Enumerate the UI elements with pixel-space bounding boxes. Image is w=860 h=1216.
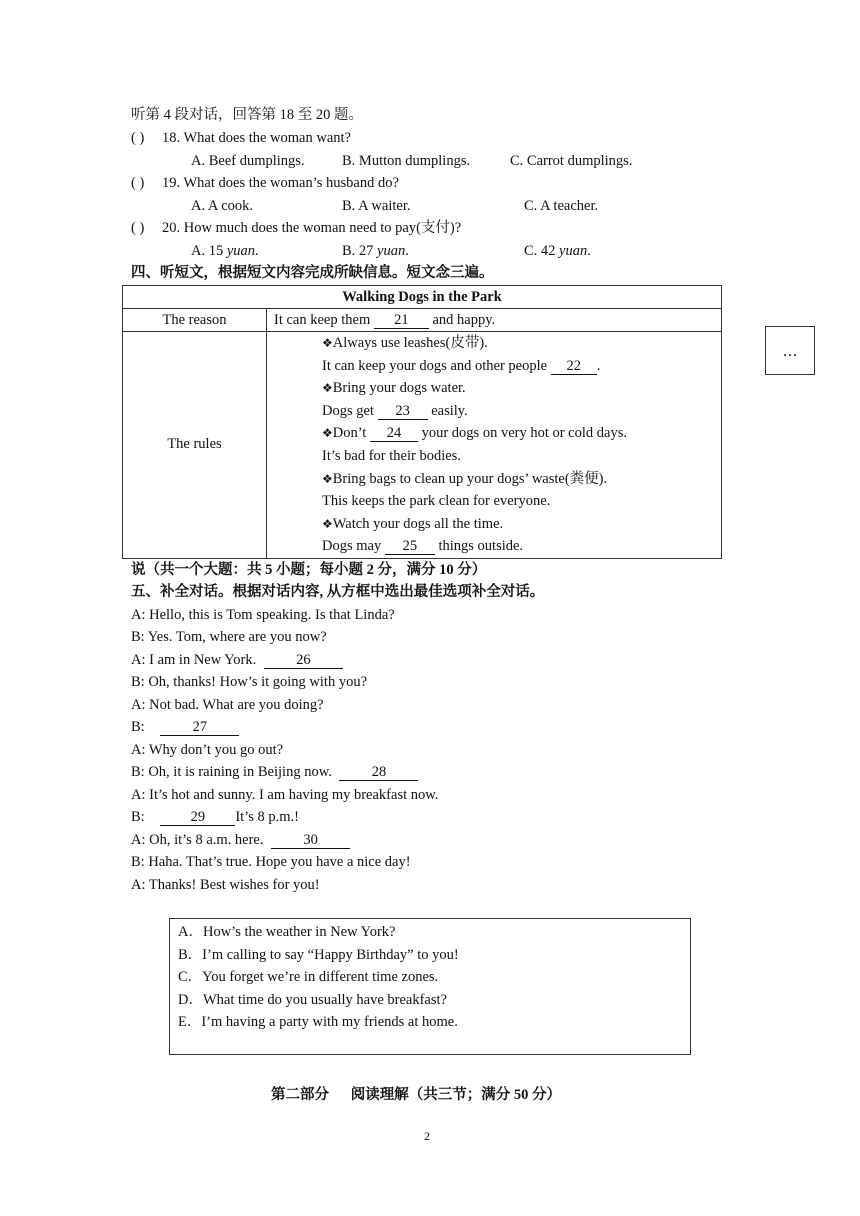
q18-option-c: C. Carrot dumplings.: [510, 153, 633, 169]
dialogue-line: B: 27: [131, 718, 239, 736]
q20-option-c: C. 42 yuan.: [524, 243, 591, 259]
option-d[interactable]: D．What time do you usually have breakfast?: [178, 992, 447, 1008]
blank-28[interactable]: 28: [339, 765, 418, 781]
question-18: 18. What does the woman want?: [162, 130, 351, 146]
dialogue-line: B: Oh, thanks! How’s it going with you?: [131, 674, 368, 690]
dialogue-line: A: It’s hot and sunny. I am having my breakfast now.: [131, 787, 439, 803]
bullet-icon: ❖: [322, 426, 333, 441]
rule-2-detail: Dogs get 23 easily.: [322, 402, 468, 419]
blank-26[interactable]: 26: [264, 653, 343, 669]
q20-option-b: B. 27 yuan.: [342, 243, 409, 259]
reason-cell: It can keep them 21 and happy.: [267, 309, 722, 332]
more-options-box[interactable]: …: [765, 326, 815, 375]
bullet-icon: ❖: [322, 516, 333, 531]
rule-3: ❖Don’t 24 your dogs on very hot or cold days.: [322, 425, 627, 442]
q18-option-a: A. Beef dumplings.: [191, 153, 305, 169]
dialogue-line: A: Oh, it’s 8 a.m. here. 30: [131, 831, 350, 849]
part-two-title: 第二部分 阅读理解（共三节；满分 50 分）: [271, 1087, 561, 1103]
blank-30[interactable]: 30: [271, 833, 350, 849]
bullet-icon: ❖: [322, 471, 333, 486]
question-20: 20. How much does the woman need to pay(支付)?: [162, 220, 462, 236]
blank-22[interactable]: 22: [551, 359, 597, 375]
answer-options-box: [169, 918, 691, 1055]
dialogue-line: A: Why don’t you go out?: [131, 742, 284, 758]
option-c[interactable]: C．You forget we’re in different time zones.: [178, 969, 439, 985]
rules-label: The rules: [123, 332, 267, 559]
rule-1-detail: It can keep your dogs and other people 22 .: [322, 357, 601, 374]
rule-1: ❖Always use leashes(皮带).: [322, 335, 488, 351]
section-five-header: 五、补全对话。根据对话内容, 从方框中选出最佳选项补全对话。: [131, 584, 545, 600]
blank-29[interactable]: 29: [160, 810, 235, 826]
dialogue-line: A: Not bad. What are you doing?: [131, 697, 324, 713]
q19-option-c: C. A teacher.: [524, 198, 599, 214]
dialogue-line: B: 29 It’s 8 p.m.!: [131, 809, 299, 825]
dialogue-line: B: Yes. Tom, where are you now?: [131, 629, 327, 645]
rule-5-detail: Dogs may 25 things outside.: [322, 538, 524, 555]
section-4-header: 听第 4 段对话，回答第 18 至 20 题。: [131, 107, 363, 123]
speaking-header: 说（共一个大题：共 5 小题；每小题 2 分，满分 10 分）: [131, 562, 487, 578]
section-four-header: 四、听短文，根据短文内容完成所缺信息。短文念三遍。: [131, 265, 494, 281]
blank-23[interactable]: 23: [378, 404, 428, 420]
walking-dogs-table: [122, 285, 722, 559]
blank-24[interactable]: 24: [370, 426, 418, 442]
answer-paren-19[interactable]: ( ): [131, 175, 145, 191]
dialogue-line: A: Hello, this is Tom speaking. Is that Linda?: [131, 607, 395, 623]
rule-3-detail: It’s bad for their bodies.: [322, 447, 461, 464]
option-a[interactable]: A．How’s the weather in New York?: [178, 924, 396, 940]
option-b[interactable]: B．I’m calling to say “Happy Birthday” to you!: [178, 947, 459, 963]
q19-option-a: A. A cook.: [191, 198, 254, 214]
reason-label: The reason: [123, 309, 267, 332]
question-19: 19. What does the woman’s husband do?: [162, 175, 399, 191]
rules-cell: [267, 332, 722, 559]
option-e[interactable]: E．I’m having a party with my friends at home.: [178, 1014, 458, 1030]
answer-paren-18[interactable]: ( ): [131, 130, 145, 146]
table-title: Walking Dogs in the Park: [123, 286, 722, 309]
rule-2: ❖Bring your dogs water.: [322, 380, 466, 397]
answer-paren-20[interactable]: ( ): [131, 220, 145, 236]
q19-option-b: B. A waiter.: [342, 198, 411, 214]
dialogue-line: A: I am in New York. 26: [131, 651, 343, 669]
q18-option-b: B. Mutton dumplings.: [342, 153, 471, 169]
rule-5: ❖Watch your dogs all the time.: [322, 515, 504, 532]
blank-25[interactable]: 25: [385, 539, 435, 555]
blank-27[interactable]: 27: [160, 720, 239, 736]
bullet-icon: ❖: [322, 336, 333, 350]
dialogue-line: B: Oh, it is raining in Beijing now. 28: [131, 763, 418, 781]
rule-4-detail: This keeps the park clean for everyone.: [322, 493, 551, 510]
bullet-icon: ❖: [322, 381, 333, 396]
blank-21[interactable]: 21: [374, 313, 429, 329]
page-number: 2: [424, 1129, 430, 1143]
dialogue-line: B: Haha. That’s true. Hope you have a nice day!: [131, 854, 411, 870]
dialogue-line: A: Thanks! Best wishes for you!: [131, 877, 320, 893]
q20-option-a: A. 15 yuan.: [191, 243, 259, 259]
rule-4: ❖Bring bags to clean up your dogs’ waste(粪便).: [322, 470, 608, 487]
